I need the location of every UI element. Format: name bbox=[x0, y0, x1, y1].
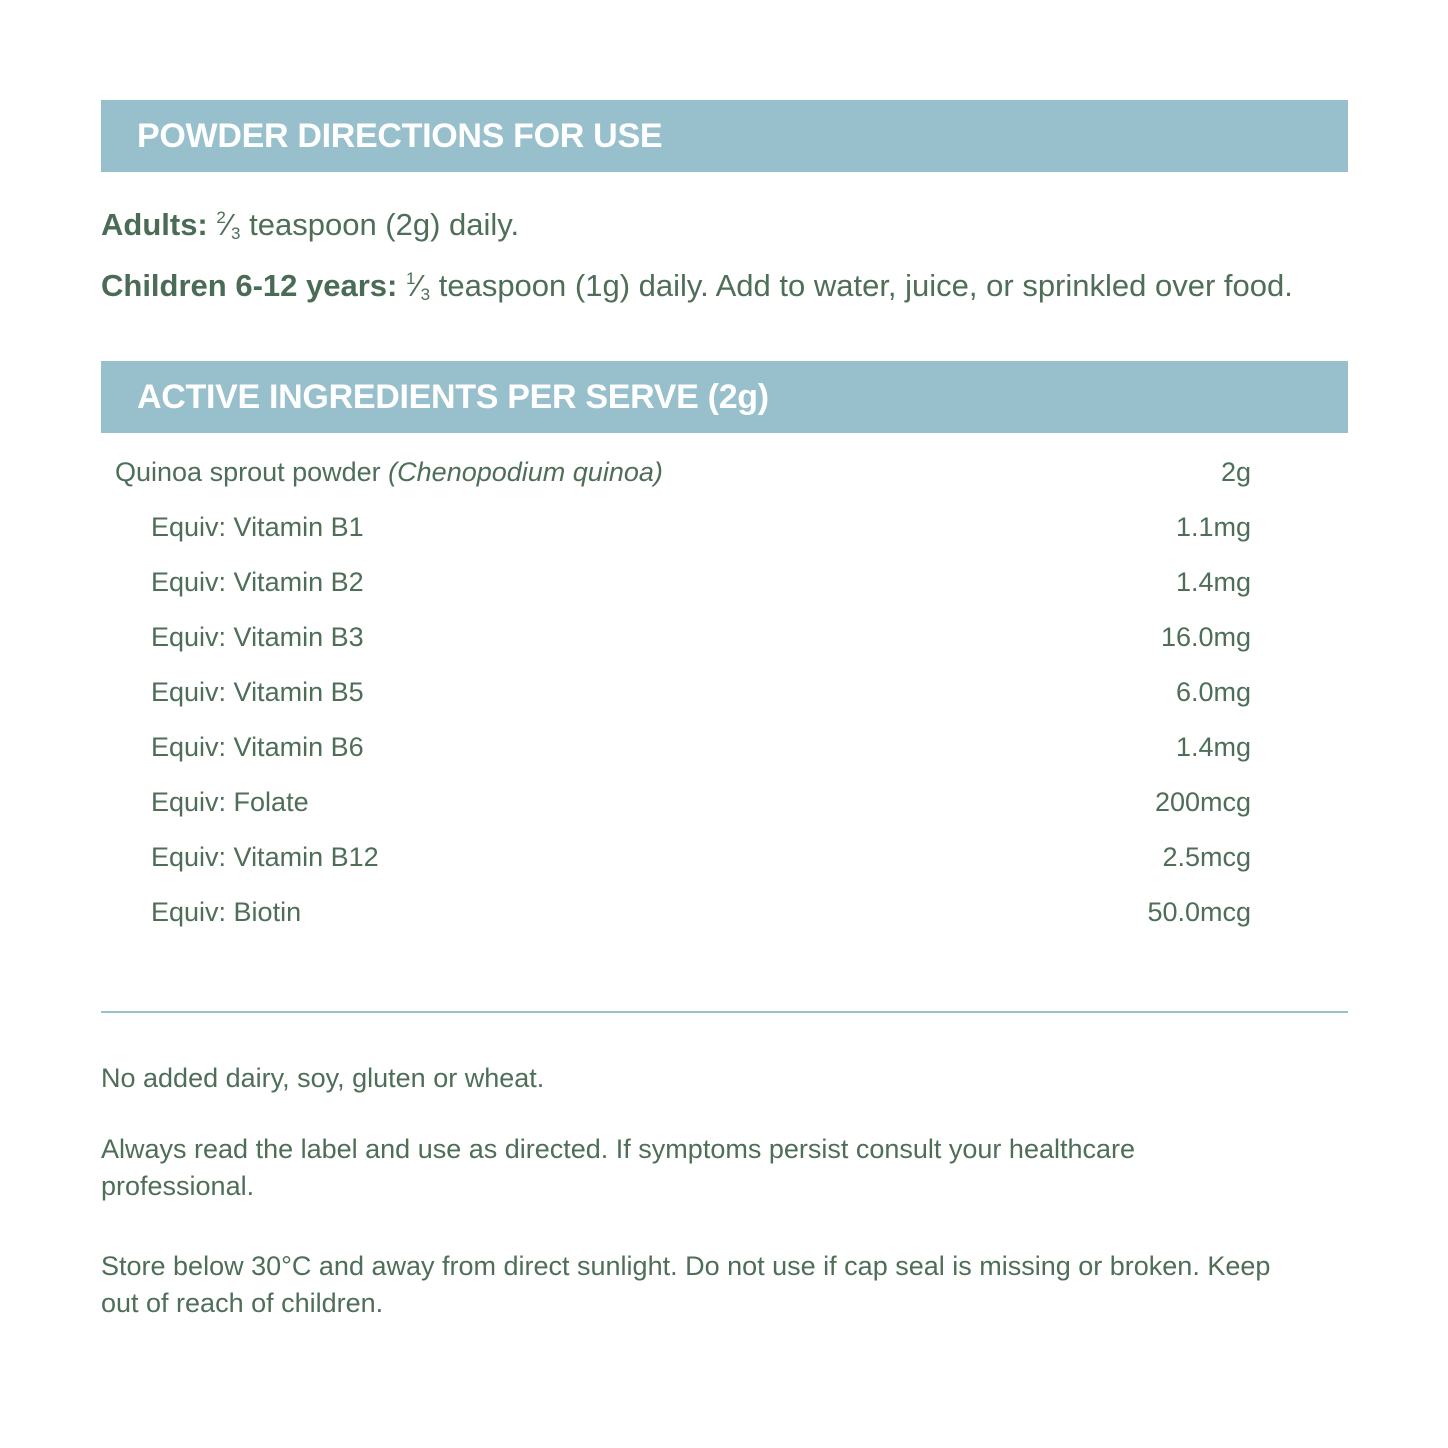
children-dose: teaspoon (1g) daily. Add to water, juice, or sprinkled over food. bbox=[430, 268, 1293, 303]
advice-note: Always read the label and use as directed. If symptoms persist consult your healthcare professional. bbox=[101, 1134, 1136, 1201]
ingredient-name: Equiv: Folate bbox=[151, 787, 309, 817]
adults-dose: teaspoon (2g) daily. bbox=[240, 207, 520, 242]
ingredient-name: Quinoa sprout powder (Chenopodium quinoa) bbox=[115, 457, 663, 487]
ingredient-amount: 50.0mcg bbox=[1147, 897, 1251, 927]
ingredient-amount: 16.0mg bbox=[1160, 622, 1251, 652]
allergen-note: No added dairy, soy, gluten or wheat. bbox=[101, 1063, 545, 1093]
storage-note: Store below 30°C and away from direct sunlight. Do not use if cap seal is missing or broken. Keep out of reach of children. bbox=[101, 1251, 1271, 1318]
ingredients-table bbox=[115, 445, 1251, 940]
ingredient-name: Equiv: Vitamin B3 bbox=[151, 622, 364, 652]
ingredient-amount: 6.0mg bbox=[1175, 677, 1251, 707]
ingredient-name: Equiv: Vitamin B5 bbox=[151, 677, 364, 707]
ingredient-row bbox=[115, 775, 1251, 830]
ingredient-amount: 2.5mcg bbox=[1162, 842, 1251, 872]
directions-banner bbox=[101, 100, 1348, 172]
ingredients-banner bbox=[101, 361, 1348, 433]
ingredient-row-main bbox=[115, 445, 1251, 500]
ingredient-amount: 200mcg bbox=[1154, 787, 1251, 817]
ingredients-heading: ACTIVE INGREDIENTS PER SERVE (2g) bbox=[137, 377, 769, 416]
ingredient-name: Equiv: Vitamin B12 bbox=[151, 842, 379, 872]
adults-fraction: $^2⁄_3$ bbox=[216, 207, 241, 243]
children-label: Children 6-12 years: bbox=[101, 268, 398, 303]
ingredient-amount: 1.1mg bbox=[1175, 512, 1251, 542]
ingredient-name: Equiv: Biotin bbox=[151, 897, 302, 927]
ingredient-name: Equiv: Vitamin B2 bbox=[151, 567, 364, 597]
adults-line bbox=[101, 195, 1301, 256]
ingredient-amount: 1.4mg bbox=[1175, 732, 1251, 762]
ingredient-row bbox=[115, 830, 1251, 885]
ingredient-latin-name: (Chenopodium quinoa) bbox=[388, 457, 663, 487]
ingredient-row bbox=[115, 665, 1251, 720]
ingredient-name: Equiv: Vitamin B6 bbox=[151, 732, 364, 762]
adults-label: Adults: bbox=[101, 207, 208, 242]
ingredient-row bbox=[115, 885, 1251, 940]
ingredient-name: Equiv: Vitamin B1 bbox=[151, 512, 364, 542]
ingredient-amount: 1.4mg bbox=[1175, 567, 1251, 597]
ingredient-row bbox=[115, 555, 1251, 610]
ingredient-row bbox=[115, 720, 1251, 775]
directions-heading: POWDER DIRECTIONS FOR USE bbox=[137, 116, 663, 155]
children-fraction: $^1⁄_3$ bbox=[405, 268, 431, 304]
ingredient-amount: 2g bbox=[1220, 457, 1251, 487]
ingredient-row bbox=[115, 500, 1251, 555]
directions-text bbox=[101, 195, 1301, 317]
section-divider bbox=[101, 1011, 1348, 1013]
children-line bbox=[101, 256, 1301, 317]
ingredient-row bbox=[115, 610, 1251, 665]
